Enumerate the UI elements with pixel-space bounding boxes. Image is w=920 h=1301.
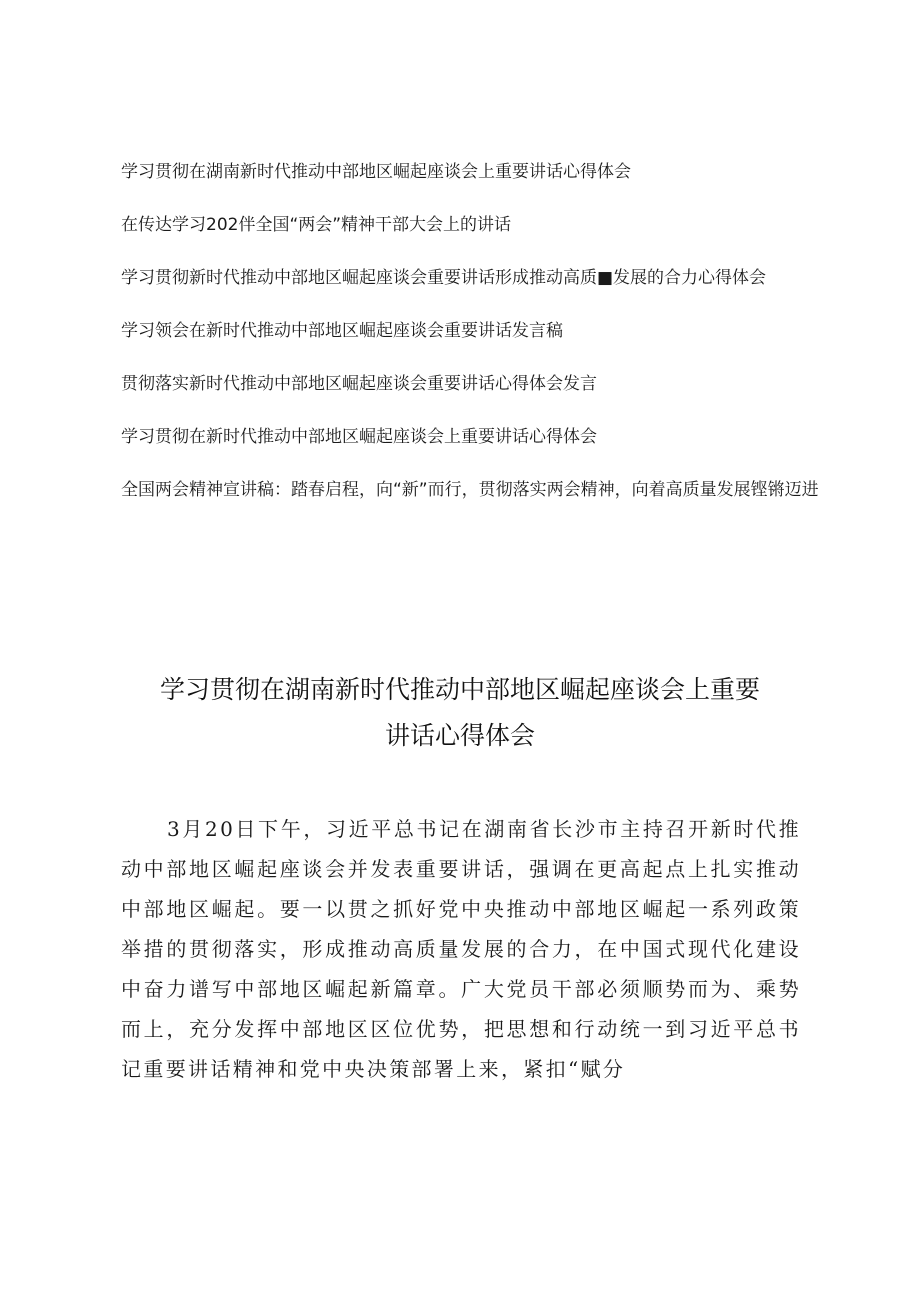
toc-item[interactable]: 全国两会精神宣讲稿：踏春启程，向“新”而行，贯彻落实两会精神，向着高质量发展铿锵迈进 xyxy=(121,480,819,500)
toc-item[interactable]: 学习贯彻在新时代推动中部地区崛起座谈会上重要讲话心得体会 xyxy=(121,427,597,447)
document-title xyxy=(100,667,820,759)
toc-item[interactable]: 学习贯彻新时代推动中部地区崛起座谈会重要讲话形成推动高质■发展的合力心得体会 xyxy=(121,268,767,288)
table-of-contents xyxy=(121,158,821,505)
document-title-line-1: 学习贯彻在湖南新时代推动中部地区崛起座谈会上重要 xyxy=(159,675,760,704)
toc-item[interactable]: 学习贯彻在湖南新时代推动中部地区崛起座谈会上重要讲话心得体会 xyxy=(121,162,631,182)
toc-item[interactable]: 贯彻落实新时代推动中部地区崛起座谈会重要讲话心得体会发言 xyxy=(121,374,597,394)
document-title-line-2: 讲话心得体会 xyxy=(384,721,535,750)
toc-item[interactable]: 学习领会在新时代推动中部地区崛起座谈会重要讲话发言稿 xyxy=(121,321,563,341)
toc-item[interactable]: 在传达学习202伴全国“两会”精神干部大会上的讲话 xyxy=(121,215,512,235)
body-paragraph: 3月20日下午，习近平总书记在湖南省长沙市主持召开新时代推动中部地区崛起座谈会并发表重要讲话，强调在更高起点上扎实推动中部地区崛起。要一以贯之抓好党中央推动中部地区崛起一系列政策举措的贯彻落实，形成推动高质量发展的合力，在中国式现代化建设中奋力谱写中部地区崛起新篇章。广大党员干部必须顺势而为、乘势而上，充分发挥中部地区区位优势，把思想和行动统一到习近平总书记重要讲话精神和党中央决策部署上来，紧扣“赋分 xyxy=(121,817,801,1081)
